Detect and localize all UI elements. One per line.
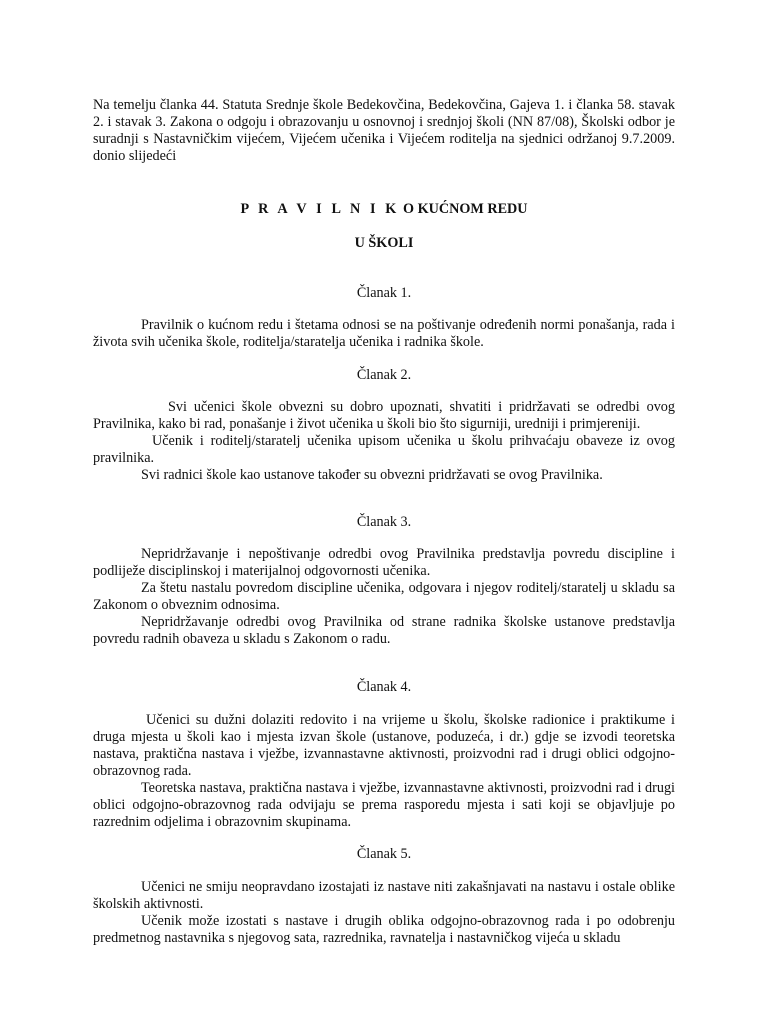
article-2-paragraph-2: Učenik i roditelj/staratelj učenika upisom učenika u školu prihvaćaju obaveze iz ovog pravilnika. (93, 433, 675, 466)
article-3-body (93, 546, 675, 648)
document-title-rest: O KUĆNOM REDU (399, 201, 528, 217)
article-1-body (93, 317, 675, 351)
article-5-paragraph-2: Učenik može izostati s nastave i drugih oblika odgojno-obrazovnog rada i po odobrenju predmetnog nastavnika s njegovog sata, razrednika, ravnatelja i nastavničkog vijeća u skladu (93, 913, 675, 946)
article-2-paragraph-3: Svi radnici škole kao ustanove također su obvezni pridržavati se ovog Pravilnika. (141, 467, 603, 483)
document-subtitle: U ŠKOLI (354, 235, 414, 251)
article-5-heading: Članak 5. (356, 846, 412, 862)
article-5-paragraph-1: Učenici ne smiju neopravdano izostajati iz nastave niti zakašnjavati na nastavu i ostale oblike školskih aktivnosti. (93, 879, 675, 912)
article-1-paragraph-1: Pravilnik o kućnom redu i štetama odnosi se na poštivanje određenih normi ponašanja, rada i života svih učenika škole, roditelja/staratelja učenika i radnika škole. (93, 317, 675, 350)
article-2-paragraph-1: Svi učenici škole obvezni su dobro upoznati, shvatiti i pridržavati se odredbi ovog Pravilnika, kako bi rad, ponašanje i život učenika u školi bio što sigurniji, uredniji i primjereniji. (93, 399, 675, 432)
preamble-text: Na temelju članka 44. Statuta Srednje škole Bedekovčina, Bedekovčina, Gajeva 1. i članka 58. stavak 2. i stavak 3. Zakona o odgoju i obrazovanju u osnovnoj i srednjoj školi (NN 87/08), Školski odbor je suradnji s Nastavničkim vijećem, Vijećem učenika i Vijećem roditelja na sjednici održanoj 9.7.2009. donio slijedeći (93, 97, 675, 164)
document-title-spaced: P R A V I L N I K (240, 201, 400, 217)
article-4-heading: Članak 4. (356, 679, 412, 695)
article-3-paragraph-2: Za štetu nastalu povredom discipline učenika, odgovara i njegov roditelj/staratelj u skladu sa Zakonom o obveznim odnosima. (93, 580, 675, 613)
document-title (93, 201, 675, 218)
article-4-paragraph-1: Učenici su dužni dolaziti redovito i na vrijeme u školu, školske radionice i praktikume i druga mjesta u školi kao i mjesta izvan škole (ustanove, poduzeća, i dr.) gdje se izvodi teoretska nastava, praktična nastava i vježbe, izvannastavne aktivnosti, proizvodni rad i drugi oblici odgojno-obrazovnog rada. (93, 712, 675, 779)
article-3-paragraph-3: Nepridržavanje odredbi ovog Pravilnika od strane radnika školske ustanove predstavlja povredu radnih obaveza u skladu s Zakonom o radu. (93, 614, 675, 647)
article-3-paragraph-1: Nepridržavanje i nepoštivanje odredbi ovog Pravilnika predstavlja povredu discipline i podliježe disciplinskoj i materijalnoj odgovornosti učenika. (93, 546, 675, 579)
article-4-body (93, 712, 675, 831)
article-3-heading: Članak 3. (356, 514, 412, 530)
article-4-paragraph-2: Teoretska nastava, praktična nastava i vježbe, izvannastavne aktivnosti, proizvodni rad i drugi oblici odgojno-obrazovnog rada odvijaju se prema rasporedu mjesta i sati koji se objavljuje po razrednim odjelima i obrazovnim skupinama. (93, 780, 675, 830)
article-1-heading: Članak 1. (356, 285, 412, 301)
article-5-body (93, 879, 675, 947)
preamble (93, 97, 675, 165)
article-2-body (93, 399, 675, 484)
article-2-heading: Članak 2. (356, 367, 412, 383)
